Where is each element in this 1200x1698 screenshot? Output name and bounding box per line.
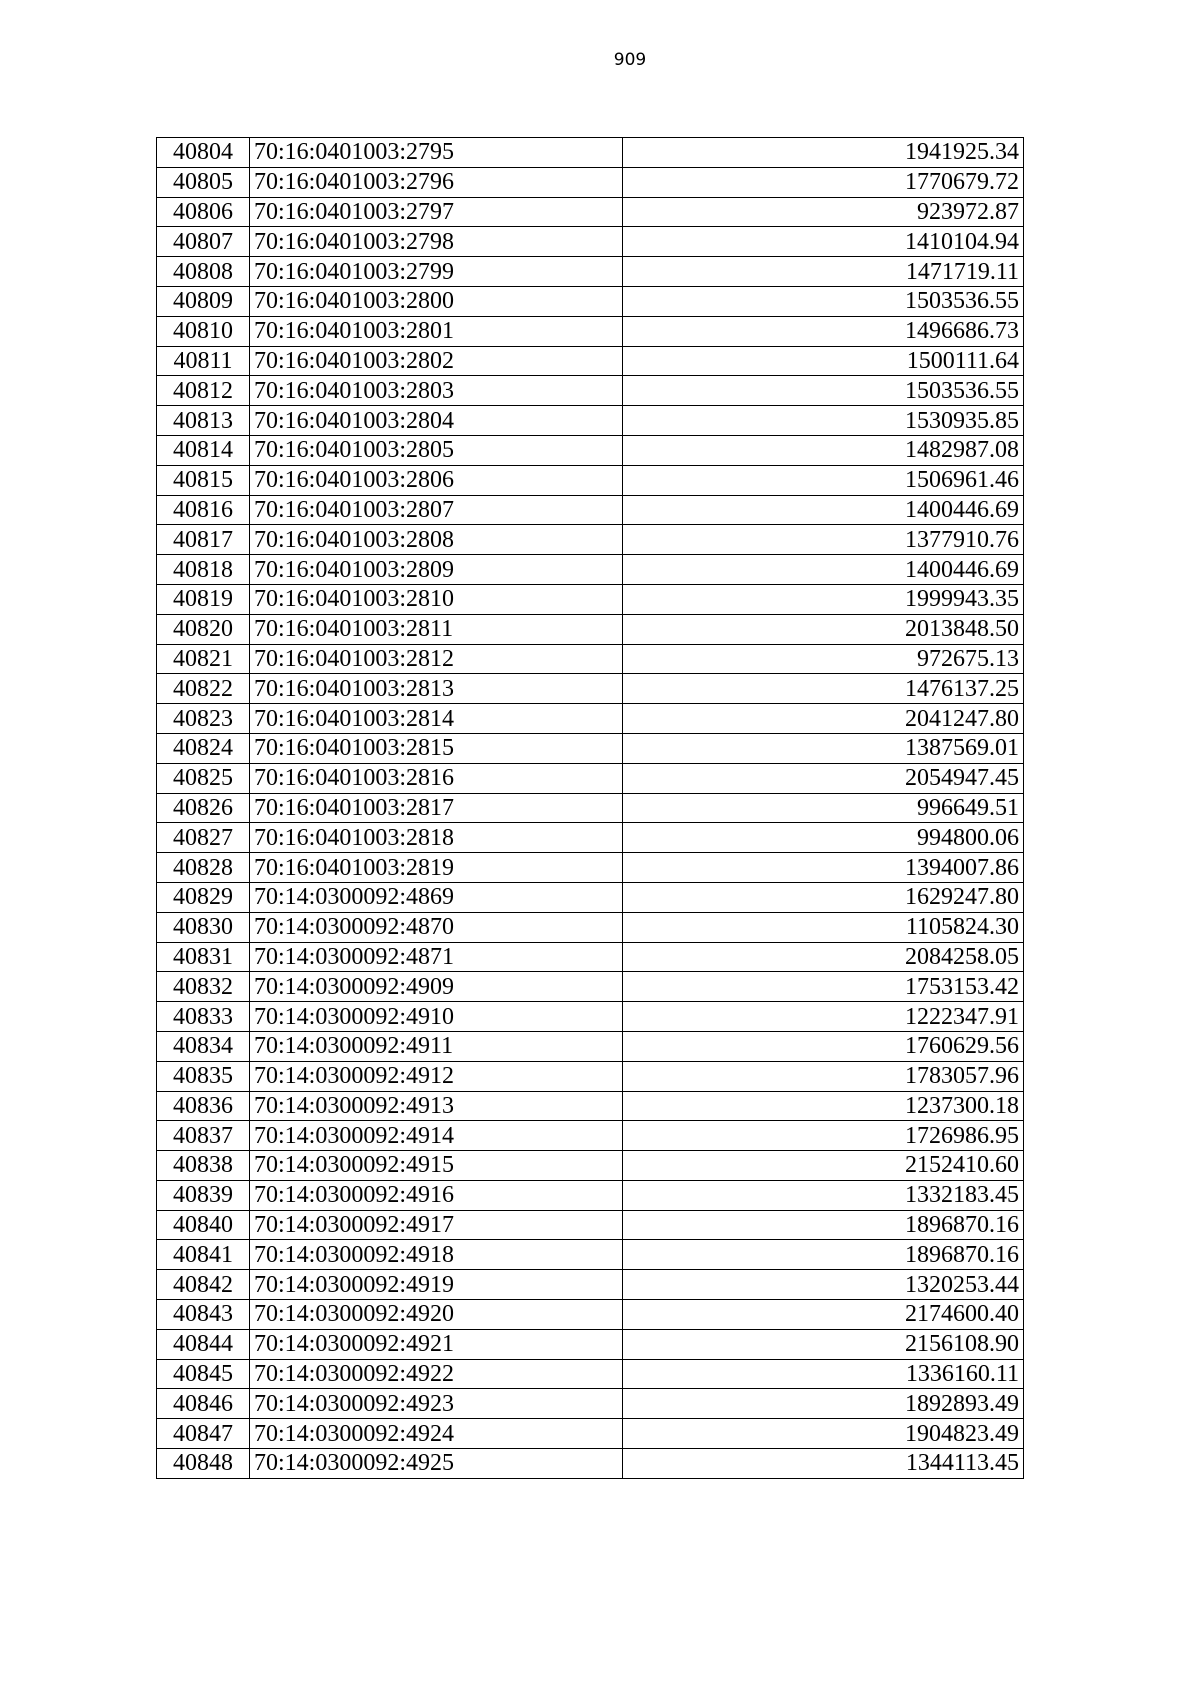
table-row <box>157 227 1024 257</box>
cadastral-value-table <box>156 137 1024 1479</box>
cadastral-number-cell: 70:16:0401003:2799 <box>250 257 623 287</box>
cadastral-number-cell: 70:16:0401003:2802 <box>250 346 623 376</box>
page-number: 909 <box>613 50 647 70</box>
table-row <box>157 853 1024 883</box>
table-row <box>157 1329 1024 1359</box>
table-row <box>157 1449 1024 1479</box>
row-number-cell: 40837 <box>157 1121 250 1151</box>
row-number-cell: 40826 <box>157 793 250 823</box>
row-number-cell: 40823 <box>157 704 250 734</box>
value-cell: 1377910.76 <box>623 525 1024 555</box>
cadastral-number-cell: 70:14:0300092:4918 <box>250 1240 623 1270</box>
row-number-cell: 40835 <box>157 1061 250 1091</box>
table-row <box>157 316 1024 346</box>
table-row <box>157 1419 1024 1449</box>
table-row <box>157 257 1024 287</box>
row-number-cell: 40824 <box>157 733 250 763</box>
table-row <box>157 1240 1024 1270</box>
value-cell: 2013848.50 <box>623 614 1024 644</box>
table-row <box>157 942 1024 972</box>
row-number-cell: 40810 <box>157 316 250 346</box>
table-row <box>157 495 1024 525</box>
cadastral-number-cell: 70:14:0300092:4916 <box>250 1180 623 1210</box>
cadastral-number-cell: 70:16:0401003:2801 <box>250 316 623 346</box>
table-row <box>157 346 1024 376</box>
value-cell: 1332183.45 <box>623 1180 1024 1210</box>
value-cell: 1999943.35 <box>623 584 1024 614</box>
row-number-cell: 40839 <box>157 1180 250 1210</box>
table-row <box>157 525 1024 555</box>
row-number-cell: 40808 <box>157 257 250 287</box>
cadastral-number-cell: 70:16:0401003:2809 <box>250 555 623 585</box>
cadastral-number-cell: 70:14:0300092:4920 <box>250 1300 623 1330</box>
cadastral-number-cell: 70:16:0401003:2818 <box>250 823 623 853</box>
row-number-cell: 40806 <box>157 197 250 227</box>
row-number-cell: 40818 <box>157 555 250 585</box>
value-cell: 994800.06 <box>623 823 1024 853</box>
cadastral-number-cell: 70:14:0300092:4914 <box>250 1121 623 1151</box>
cadastral-number-cell: 70:16:0401003:2813 <box>250 674 623 704</box>
cadastral-number-cell: 70:16:0401003:2804 <box>250 406 623 436</box>
cadastral-number-cell: 70:14:0300092:4923 <box>250 1389 623 1419</box>
cadastral-number-cell: 70:14:0300092:4924 <box>250 1419 623 1449</box>
value-cell: 1726986.95 <box>623 1121 1024 1151</box>
value-cell: 1770679.72 <box>623 167 1024 197</box>
row-number-cell: 40819 <box>157 584 250 614</box>
value-cell: 1753153.42 <box>623 972 1024 1002</box>
table-row <box>157 1180 1024 1210</box>
row-number-cell: 40805 <box>157 167 250 197</box>
row-number-cell: 40828 <box>157 853 250 883</box>
cadastral-number-cell: 70:16:0401003:2800 <box>250 286 623 316</box>
cadastral-number-cell: 70:14:0300092:4919 <box>250 1270 623 1300</box>
value-cell: 1760629.56 <box>623 1031 1024 1061</box>
table-row <box>157 435 1024 465</box>
value-cell: 1410104.94 <box>623 227 1024 257</box>
row-number-cell: 40841 <box>157 1240 250 1270</box>
cadastral-number-cell: 70:14:0300092:4911 <box>250 1031 623 1061</box>
table-row <box>157 882 1024 912</box>
row-number-cell: 40821 <box>157 644 250 674</box>
value-cell: 1394007.86 <box>623 853 1024 883</box>
value-cell: 1503536.55 <box>623 286 1024 316</box>
row-number-cell: 40814 <box>157 435 250 465</box>
value-cell: 1941925.34 <box>623 138 1024 168</box>
cadastral-number-cell: 70:16:0401003:2797 <box>250 197 623 227</box>
row-number-cell: 40834 <box>157 1031 250 1061</box>
value-cell: 1530935.85 <box>623 406 1024 436</box>
table-row <box>157 972 1024 1002</box>
value-cell: 1904823.49 <box>623 1419 1024 1449</box>
table-row <box>157 733 1024 763</box>
cadastral-number-cell: 70:16:0401003:2817 <box>250 793 623 823</box>
cadastral-number-cell: 70:16:0401003:2805 <box>250 435 623 465</box>
cadastral-number-cell: 70:16:0401003:2796 <box>250 167 623 197</box>
row-number-cell: 40812 <box>157 376 250 406</box>
table-row <box>157 1210 1024 1240</box>
row-number-cell: 40842 <box>157 1270 250 1300</box>
value-cell: 1506961.46 <box>623 465 1024 495</box>
value-cell: 1222347.91 <box>623 1002 1024 1032</box>
cadastral-number-cell: 70:14:0300092:4917 <box>250 1210 623 1240</box>
value-cell: 923972.87 <box>623 197 1024 227</box>
row-number-cell: 40846 <box>157 1389 250 1419</box>
cadastral-number-cell: 70:16:0401003:2815 <box>250 733 623 763</box>
row-number-cell: 40827 <box>157 823 250 853</box>
cadastral-number-cell: 70:16:0401003:2811 <box>250 614 623 644</box>
table-row <box>157 1300 1024 1330</box>
row-number-cell: 40845 <box>157 1359 250 1389</box>
table-row <box>157 376 1024 406</box>
cadastral-number-cell: 70:16:0401003:2814 <box>250 704 623 734</box>
table-row <box>157 704 1024 734</box>
value-cell: 1896870.16 <box>623 1210 1024 1240</box>
table-row <box>157 1091 1024 1121</box>
row-number-cell: 40848 <box>157 1449 250 1479</box>
row-number-cell: 40822 <box>157 674 250 704</box>
value-cell: 2156108.90 <box>623 1329 1024 1359</box>
table-row <box>157 1389 1024 1419</box>
row-number-cell: 40807 <box>157 227 250 257</box>
table-row <box>157 1002 1024 1032</box>
value-cell: 1503536.55 <box>623 376 1024 406</box>
value-cell: 1320253.44 <box>623 1270 1024 1300</box>
table-row <box>157 1121 1024 1151</box>
row-number-cell: 40840 <box>157 1210 250 1240</box>
value-cell: 1496686.73 <box>623 316 1024 346</box>
value-cell: 1482987.08 <box>623 435 1024 465</box>
table-row <box>157 167 1024 197</box>
cadastral-number-cell: 70:14:0300092:4909 <box>250 972 623 1002</box>
table-row <box>157 823 1024 853</box>
row-number-cell: 40833 <box>157 1002 250 1032</box>
row-number-cell: 40832 <box>157 972 250 1002</box>
value-cell: 2152410.60 <box>623 1151 1024 1181</box>
cadastral-number-cell: 70:16:0401003:2819 <box>250 853 623 883</box>
cadastral-number-cell: 70:16:0401003:2808 <box>250 525 623 555</box>
table-row <box>157 644 1024 674</box>
row-number-cell: 40811 <box>157 346 250 376</box>
cadastral-number-cell: 70:14:0300092:4910 <box>250 1002 623 1032</box>
row-number-cell: 40804 <box>157 138 250 168</box>
value-cell: 1387569.01 <box>623 733 1024 763</box>
value-cell: 1896870.16 <box>623 1240 1024 1270</box>
value-cell: 1629247.80 <box>623 882 1024 912</box>
cadastral-number-cell: 70:16:0401003:2816 <box>250 763 623 793</box>
table-row <box>157 555 1024 585</box>
table-body <box>157 138 1024 1479</box>
value-cell: 1344113.45 <box>623 1449 1024 1479</box>
table-row <box>157 1061 1024 1091</box>
table-row <box>157 465 1024 495</box>
table-row <box>157 912 1024 942</box>
row-number-cell: 40831 <box>157 942 250 972</box>
cadastral-number-cell: 70:14:0300092:4925 <box>250 1449 623 1479</box>
value-cell: 1892893.49 <box>623 1389 1024 1419</box>
row-number-cell: 40816 <box>157 495 250 525</box>
row-number-cell: 40815 <box>157 465 250 495</box>
cadastral-number-cell: 70:16:0401003:2803 <box>250 376 623 406</box>
table-row <box>157 614 1024 644</box>
table-row <box>157 674 1024 704</box>
row-number-cell: 40809 <box>157 286 250 316</box>
table-row <box>157 406 1024 436</box>
cadastral-number-cell: 70:14:0300092:4913 <box>250 1091 623 1121</box>
table-row <box>157 1151 1024 1181</box>
value-cell: 2174600.40 <box>623 1300 1024 1330</box>
row-number-cell: 40847 <box>157 1419 250 1449</box>
value-cell: 1500111.64 <box>623 346 1024 376</box>
value-cell: 1476137.25 <box>623 674 1024 704</box>
row-number-cell: 40830 <box>157 912 250 942</box>
value-cell: 1400446.69 <box>623 555 1024 585</box>
row-number-cell: 40836 <box>157 1091 250 1121</box>
value-cell: 2041247.80 <box>623 704 1024 734</box>
value-cell: 972675.13 <box>623 644 1024 674</box>
table-row <box>157 1270 1024 1300</box>
row-number-cell: 40825 <box>157 763 250 793</box>
cadastral-number-cell: 70:16:0401003:2810 <box>250 584 623 614</box>
value-cell: 1105824.30 <box>623 912 1024 942</box>
row-number-cell: 40843 <box>157 1300 250 1330</box>
cadastral-number-cell: 70:14:0300092:4871 <box>250 942 623 972</box>
table-row <box>157 763 1024 793</box>
table-row <box>157 1031 1024 1061</box>
table-row <box>157 197 1024 227</box>
table-row <box>157 138 1024 168</box>
row-number-cell: 40820 <box>157 614 250 644</box>
cadastral-number-cell: 70:16:0401003:2795 <box>250 138 623 168</box>
cadastral-number-cell: 70:14:0300092:4922 <box>250 1359 623 1389</box>
value-cell: 1400446.69 <box>623 495 1024 525</box>
cadastral-number-cell: 70:14:0300092:4921 <box>250 1329 623 1359</box>
cadastral-number-cell: 70:16:0401003:2806 <box>250 465 623 495</box>
value-cell: 996649.51 <box>623 793 1024 823</box>
cadastral-number-cell: 70:14:0300092:4870 <box>250 912 623 942</box>
row-number-cell: 40838 <box>157 1151 250 1181</box>
row-number-cell: 40817 <box>157 525 250 555</box>
cadastral-number-cell: 70:16:0401003:2812 <box>250 644 623 674</box>
cadastral-number-cell: 70:16:0401003:2807 <box>250 495 623 525</box>
value-cell: 1237300.18 <box>623 1091 1024 1121</box>
table-row <box>157 793 1024 823</box>
value-cell: 1783057.96 <box>623 1061 1024 1091</box>
value-cell: 2054947.45 <box>623 763 1024 793</box>
row-number-cell: 40813 <box>157 406 250 436</box>
table-row <box>157 1359 1024 1389</box>
value-cell: 1471719.11 <box>623 257 1024 287</box>
value-cell: 1336160.11 <box>623 1359 1024 1389</box>
table-row <box>157 584 1024 614</box>
table-row <box>157 286 1024 316</box>
row-number-cell: 40829 <box>157 882 250 912</box>
value-cell: 2084258.05 <box>623 942 1024 972</box>
cadastral-number-cell: 70:16:0401003:2798 <box>250 227 623 257</box>
cadastral-number-cell: 70:14:0300092:4912 <box>250 1061 623 1091</box>
cadastral-number-cell: 70:14:0300092:4869 <box>250 882 623 912</box>
cadastral-number-cell: 70:14:0300092:4915 <box>250 1151 623 1181</box>
row-number-cell: 40844 <box>157 1329 250 1359</box>
